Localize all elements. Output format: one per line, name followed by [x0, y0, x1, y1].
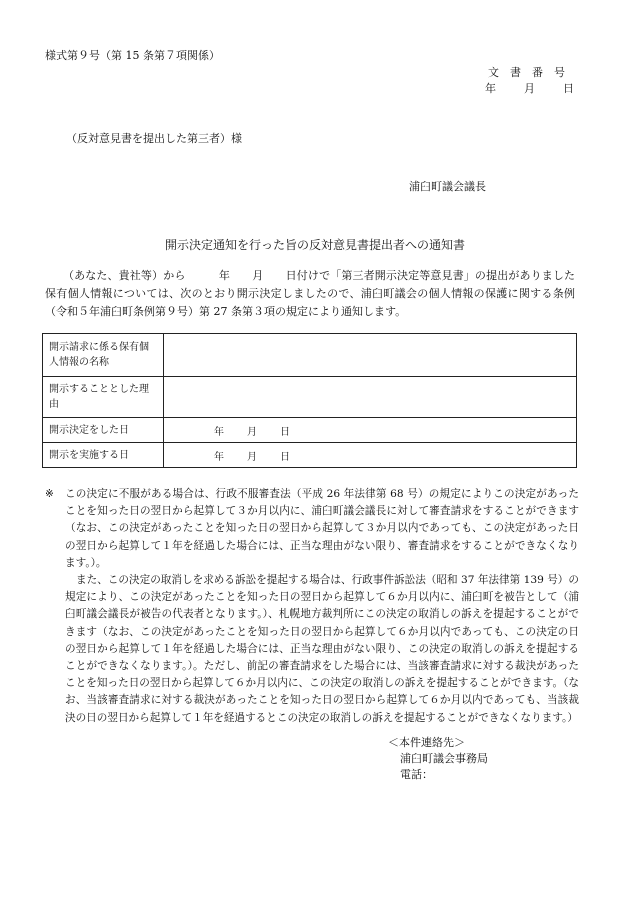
body-paragraph: （あなた、貴社等）から 年 月 日付けで「第三者開示決定等意見書」の提出がありました保有個人情報については、次のとおり開示決定しましたので、浦臼町議会の個人情報の保護に関する条例（令和５年浦臼町条例第９号）第 27 条第３項の規定により通知します。	[45, 269, 575, 318]
recipient: （反対意見書を提出した第三者）様	[66, 132, 242, 145]
contact-office: 浦臼町議会事務局	[400, 752, 488, 765]
issue-date: 年 月 日	[485, 82, 576, 95]
contact-block	[388, 735, 488, 783]
note-paragraph-lawsuit: また、この決定の取消しを求める訴訟を提起する場合は、行政事件訴訟法（昭和 37 年法律第 139 号）の規定により、この決定があったことを知った日の翌日から起算して６か月以内に、浦臼町を被告として（浦臼町議会議長が被告の代表者となります。）、札幌地方裁判所にこの決定の取消しの訴えを提起することができます（なお、この決定があったことを知った日の翌日から起算して６か月以内であっても、この決定の日の翌日から起算して１年を経過した場合には、正当な理由がない限り、この決定の取消しの訴えを提起することができなくなります。）。ただし、前記の審査請求をした場合には、当該審査請求に対する裁決があったことを知った日の翌日から起算して６か月以内に、この決定の取消しの訴えを提起することができます。（なお、当該審査請求に対する裁決があったことを知った日の翌日から起算して６か月以内であっても、当該裁決の日の翌日から起算して１年を経過するとこの決定の取消しの訴えを提起することができなくなります。）	[65, 574, 579, 724]
row-label: 開示請求に係る保有個人情報の名称	[43, 334, 164, 377]
note-paragraph-appeal: この決定に不服がある場合は、行政不服審査法（平成 26 年法律第 68 号）の規定によりこの決定があったことを知った日の翌日から起算して３か月以内に、浦臼町議会議長に対して審査請求をすることができます（なお、この決定があったことを知った日の翌日から起算して３か月以内であっても、この決定があった日の翌日から起算して１年を経過した場合には、正当な理由がない限り、審査請求をすることができなくなります。）。	[65, 488, 579, 569]
contact-heading: ＜本件連絡先＞	[388, 736, 465, 749]
contact-phone: 電話：	[400, 768, 433, 781]
table-row	[43, 418, 577, 443]
row-value	[164, 334, 577, 377]
row-label: 開示することとした理由	[43, 377, 164, 418]
sender: 浦臼町議会議長	[409, 180, 486, 193]
row-label: 開示を実施する日	[43, 443, 164, 468]
row-label: 開示決定をした日	[43, 418, 164, 443]
notes	[45, 486, 579, 727]
info-table	[42, 333, 577, 468]
note-mark: ※	[45, 488, 54, 500]
form-number: 様式第９号（第 15 条第７項関係）	[45, 49, 220, 62]
document-title: 開示決定通知を行った旨の反対意見書提出者への通知書	[164, 238, 465, 252]
table-row	[43, 377, 577, 418]
document-number: 文書番号	[488, 66, 576, 79]
table-row	[43, 334, 577, 377]
table-row	[43, 443, 577, 468]
row-value: 年 月 日	[164, 418, 577, 443]
row-value	[164, 377, 577, 418]
row-value: 年 月 日	[164, 443, 577, 468]
